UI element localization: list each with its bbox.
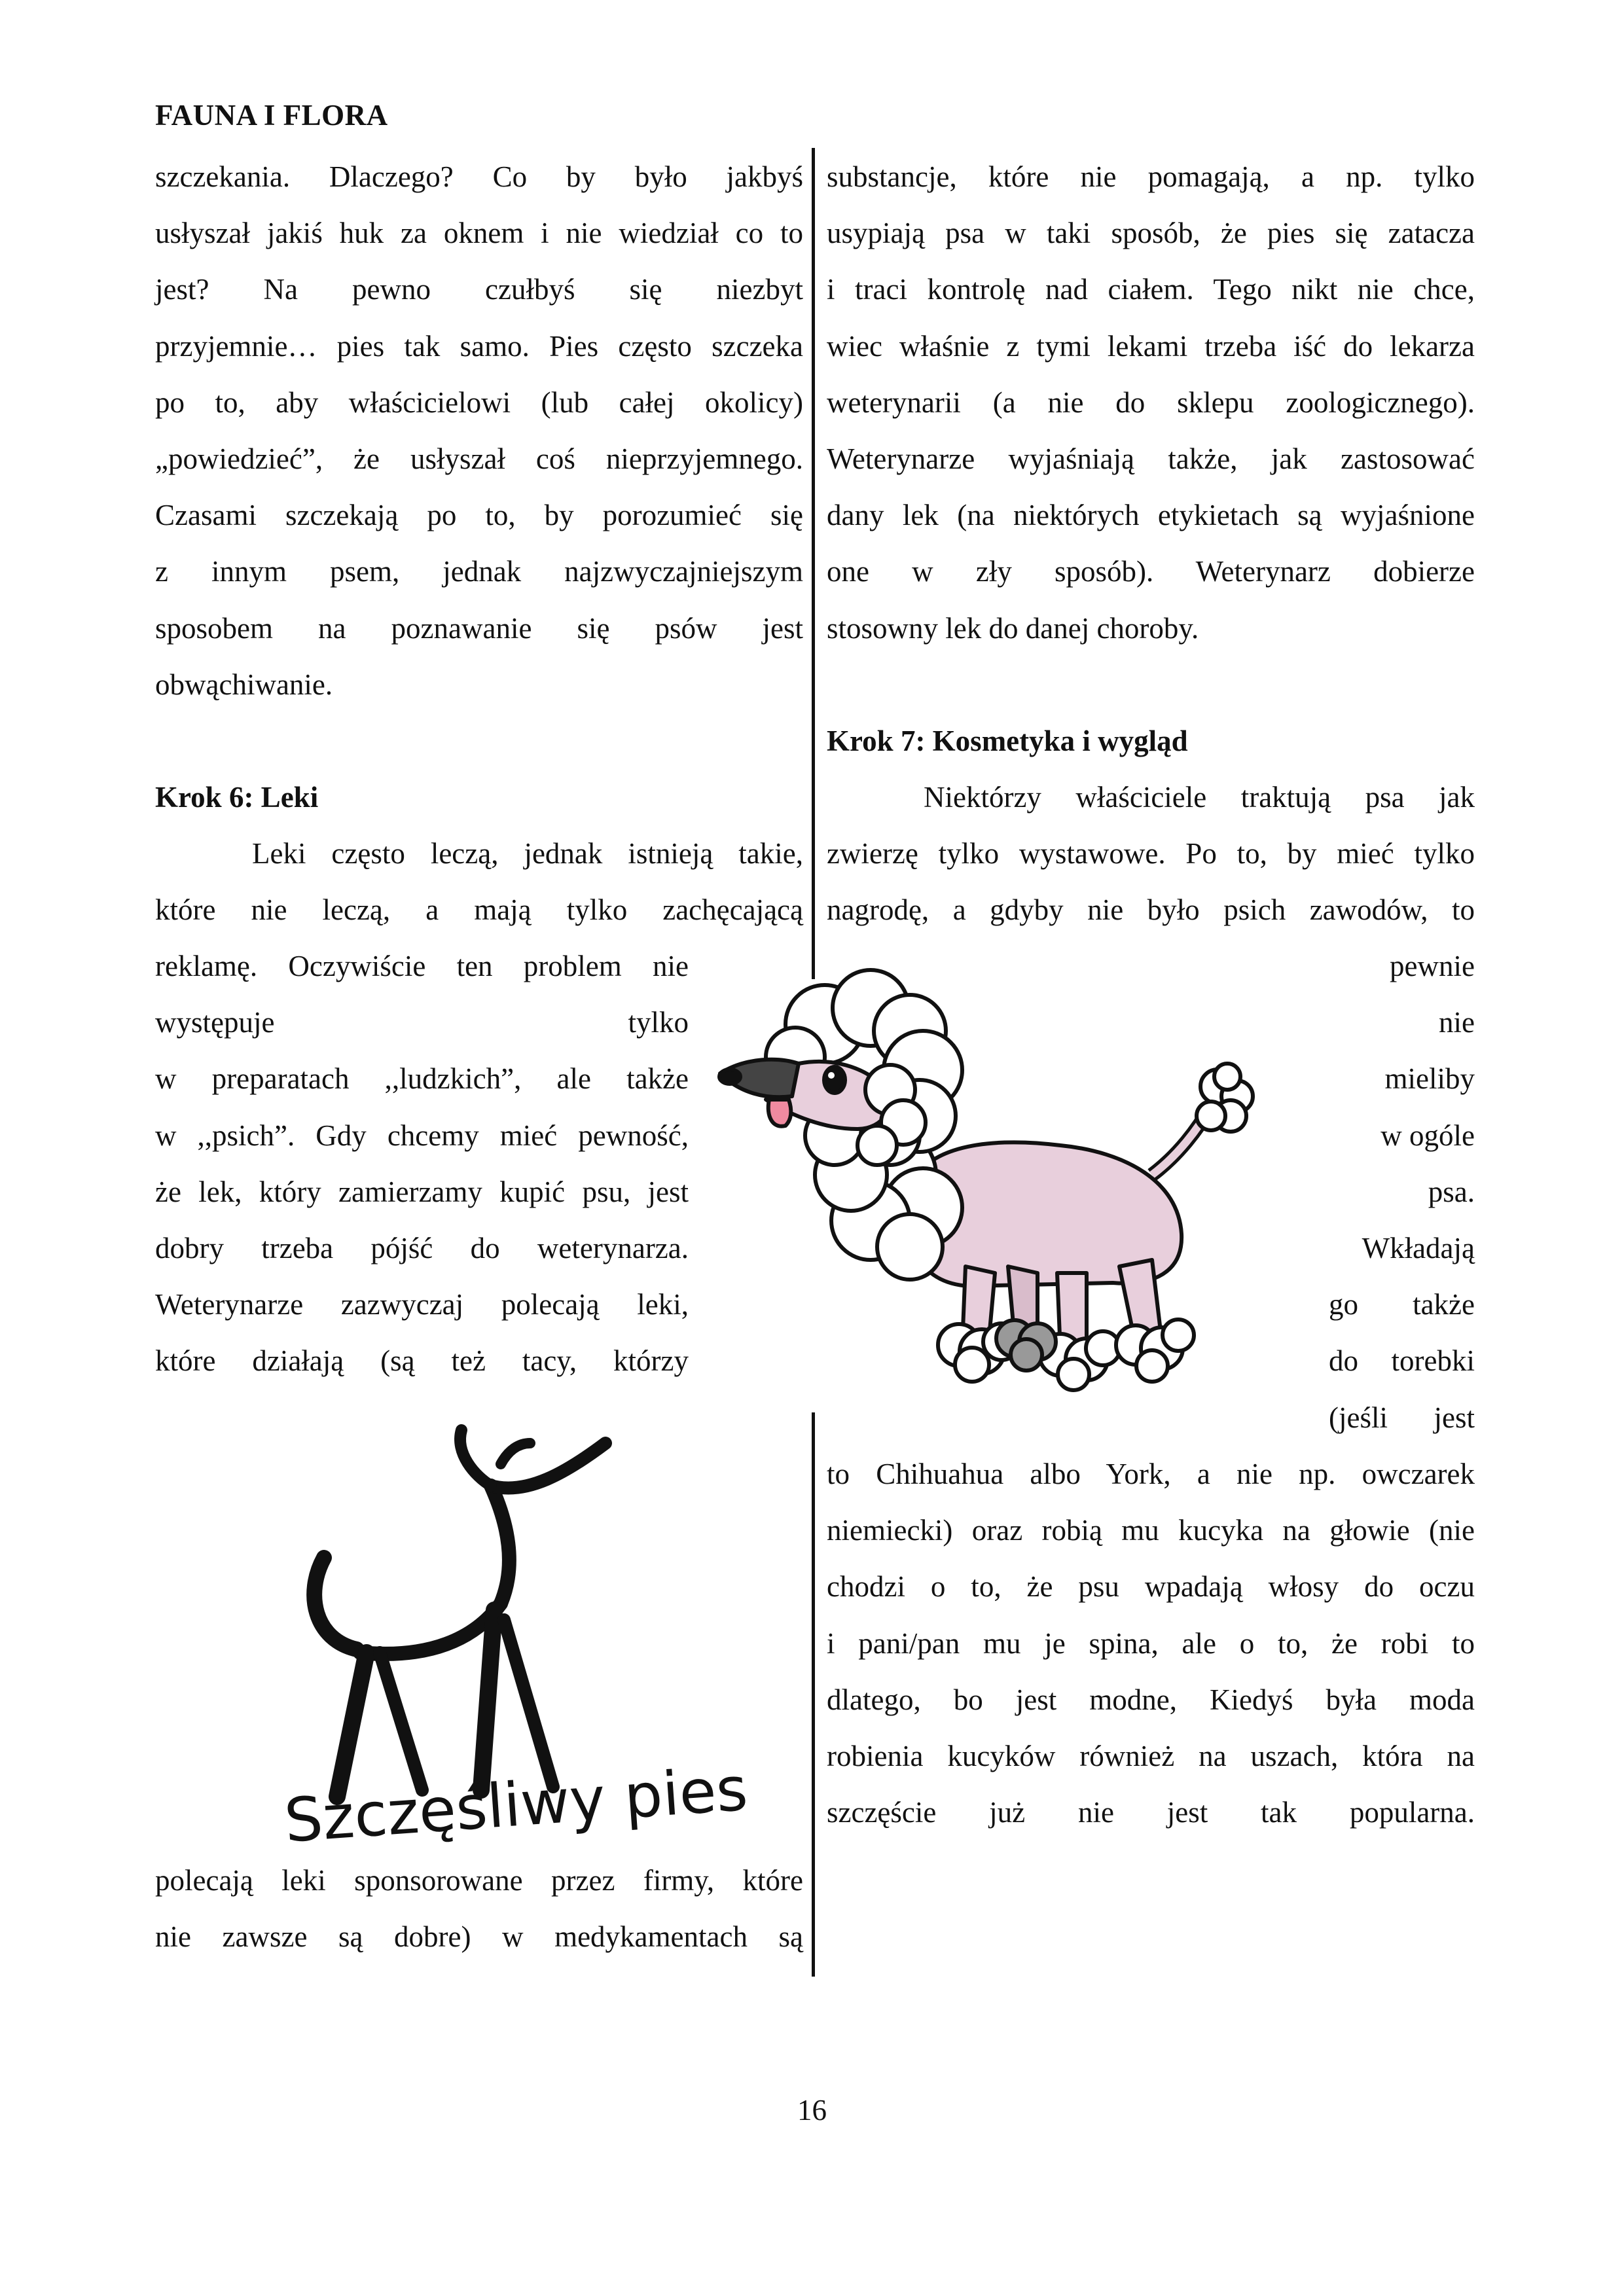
text-line: sposobem na poznawanie się psów jest bbox=[155, 611, 803, 645]
happy-dog-logo bbox=[265, 1424, 750, 1856]
text-line: zwierzę tylko wystawowe. Po to, by mieć tylko bbox=[827, 837, 1475, 870]
text-line: usypiają psa w taki sposób, że pies się zatacza bbox=[827, 217, 1475, 250]
text-line: polecają leki sponsorowane przez firmy, które bbox=[155, 1864, 803, 1897]
left-column-narrow bbox=[155, 938, 689, 1390]
text-line: Leki często leczą, jednak istnieją takie, bbox=[252, 837, 803, 870]
text-line: go także bbox=[1329, 1288, 1475, 1321]
text-line: niemiecki) oraz robią mu kucyka na głowie (nie bbox=[827, 1514, 1475, 1547]
text-line: występuje tylko bbox=[155, 1006, 689, 1039]
text-line: które działają (są też tacy, którzy bbox=[155, 1344, 689, 1378]
text-line: to Chihuahua albo York, a nie np. owczarek bbox=[827, 1458, 1475, 1490]
text-line: nagrodę, a gdyby nie było psich zawodów, to bbox=[827, 893, 1475, 927]
text-line: „powiedzieć”, że usłyszał coś nieprzyjemnego. bbox=[155, 442, 803, 475]
text-line: szczekania. Dlaczego? Co by było jakbyś bbox=[155, 160, 803, 193]
text-line: wiec właśnie z tymi lekami trzeba iść do lekarza bbox=[827, 329, 1475, 363]
text-line: że lek, który zamierzamy kupić psu, jest bbox=[155, 1175, 689, 1208]
text-line: Czasami szczekają po to, by porozumieć się bbox=[155, 499, 803, 532]
text-line: Wkładają bbox=[1362, 1231, 1475, 1265]
text-line: przyjemnie… pies tak samo. Pies często szczeka bbox=[155, 329, 803, 363]
text-line: Weterynarze zazwyczaj polecają leki, bbox=[155, 1288, 689, 1321]
text-line: i traci kontrolę nad ciałem. Tego nikt nie chce, bbox=[827, 273, 1475, 306]
text-line: robienia kucyków również na uszach, która na bbox=[827, 1739, 1475, 1772]
stick-dog-logo-icon bbox=[265, 1424, 750, 1856]
text-line: obwąchiwanie. bbox=[155, 668, 333, 701]
right-column-top bbox=[827, 149, 1475, 939]
text-line: i pani/pan mu je spina, ale o to, że robi to bbox=[827, 1626, 1475, 1660]
text-line: do torebki bbox=[1329, 1344, 1475, 1378]
text-line: w preparatach ,,ludzkich”, ale także bbox=[155, 1062, 689, 1096]
poodle-illustration bbox=[694, 959, 1322, 1417]
left-column-top bbox=[155, 149, 803, 939]
page-number: 16 bbox=[797, 2094, 827, 2126]
text-line: szczęście już nie jest tak popularna. bbox=[827, 1796, 1475, 1829]
text-line: mieliby bbox=[1384, 1062, 1475, 1096]
right-column-narrow bbox=[1329, 938, 1475, 1446]
poodle-cartoon-icon bbox=[694, 959, 1322, 1417]
text-line: nie zawsze są dobre) w medykamentach są bbox=[155, 1920, 803, 1954]
text-line: jest? Na pewno czułbyś się niezbyt bbox=[155, 273, 803, 306]
text-line: które nie leczą, a mają tylko zachęcającą bbox=[155, 893, 803, 927]
text-line: w ogóle bbox=[1380, 1119, 1475, 1152]
text-line: usłyszał jakiś huk za oknem i nie wiedział co to bbox=[155, 217, 803, 250]
column-rule-top bbox=[812, 148, 815, 979]
text-line: (jeśli jest bbox=[1329, 1401, 1475, 1434]
text-line: nie bbox=[1439, 1006, 1475, 1039]
text-line: Niektórzy właściciele traktują psa jak bbox=[924, 781, 1475, 814]
text-line: weterynarii (a nie do sklepu zoologicznego). bbox=[827, 386, 1475, 419]
text-line: psa. bbox=[1428, 1175, 1475, 1208]
text-line: substancje, które nie pomagają, a np. tylko bbox=[827, 160, 1475, 193]
text-line: one w zły sposób). Weterynarz dobierze bbox=[827, 555, 1475, 588]
text-line: chodzi o to, że psu wpadają włosy do oczu bbox=[827, 1570, 1475, 1604]
section-heading-step-6: Krok 6: Leki bbox=[155, 781, 319, 814]
column-rule-bottom bbox=[812, 1412, 815, 1977]
text-line: z innym psem, jednak najzwyczajniejszym bbox=[155, 555, 803, 588]
text-line: dlatego, bo jest modne, Kiedyś była moda bbox=[827, 1683, 1475, 1716]
page-header: FAUNA I FLORA bbox=[155, 99, 388, 132]
text-line: reklamę. Oczywiście ten problem nie bbox=[155, 950, 689, 982]
text-line: Weterynarze wyjaśniają także, jak zastosować bbox=[827, 442, 1475, 475]
left-column-bottom bbox=[155, 1852, 803, 1965]
logo-caption: Szczęśliwy pies bbox=[282, 1753, 750, 1856]
text-line: po to, aby właścicielowi (lub całej okolicy) bbox=[155, 386, 803, 419]
text-line: stosowny lek do danej choroby. bbox=[827, 611, 1199, 645]
text-line: dobry trzeba pójść do weterynarza. bbox=[155, 1231, 689, 1265]
right-column-bottom bbox=[827, 1446, 1475, 1840]
section-heading-step-7: Krok 7: Kosmetyka i wygląd bbox=[827, 724, 1188, 757]
text-line: w ,,psich”. Gdy chcemy mieć pewność, bbox=[155, 1119, 689, 1152]
text-line: dany lek (na niektórych etykietach są wyjaśnione bbox=[827, 499, 1475, 532]
text-line: pewnie bbox=[1390, 950, 1475, 982]
